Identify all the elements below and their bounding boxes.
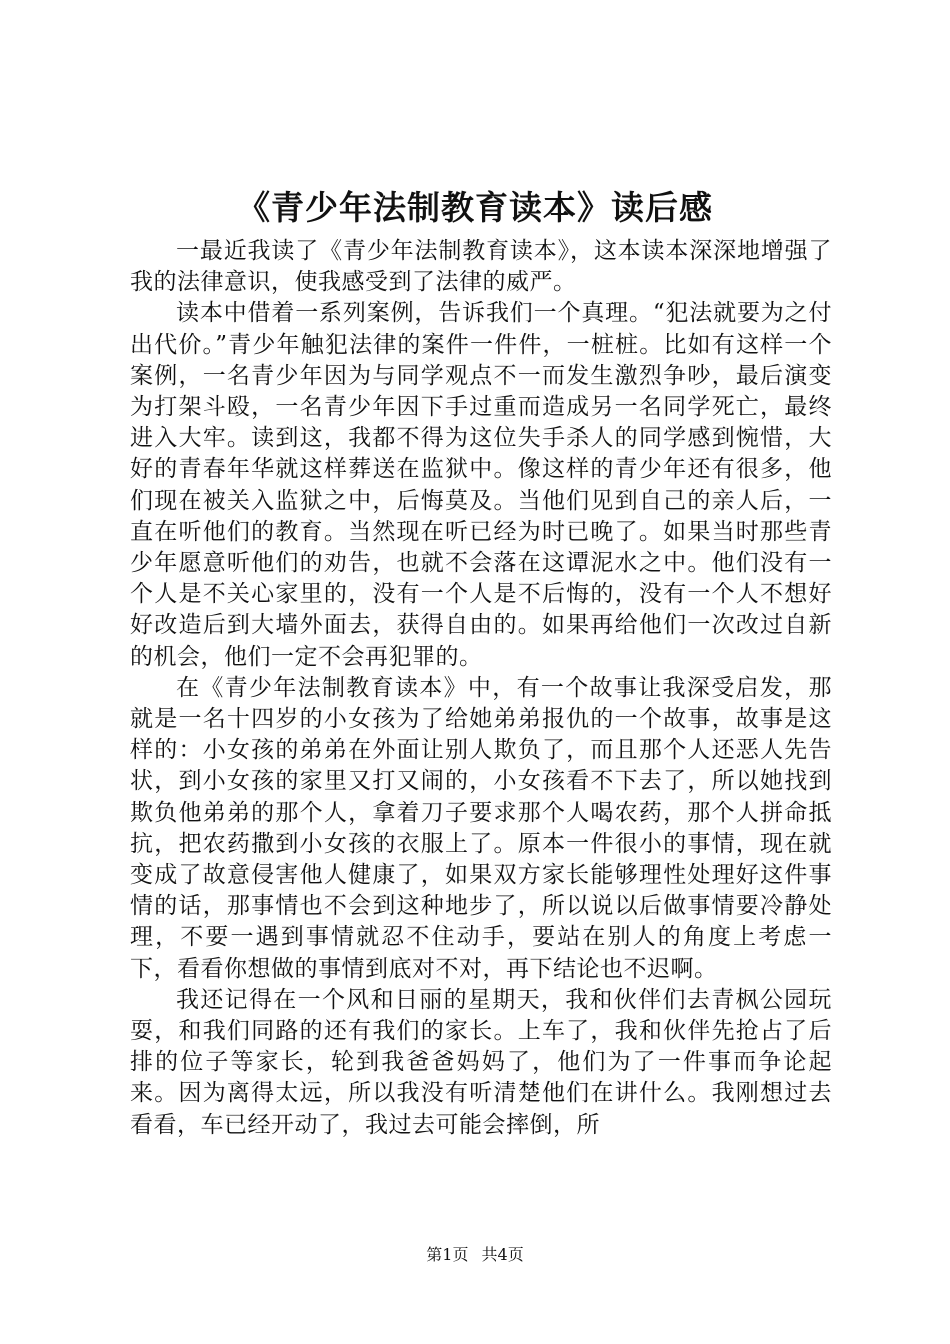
paragraph-2: 读本中借着一系列案例，告诉我们一个真理。“犯法就要为之付出代价。”青少年触犯法律的案件一件件，一桩桩。比如有这样一个案例，一名青少年因为与同学观点不一而发生激烈争吵，最后演变为打架斗殴，一名青少年因下手过重而造成另一名同学死亡，最终进入大牢。读到这，我都不得为这位失手杀人的同学感到惋惜，大好的青春年华就这样葬送在监狱中。像这样的青少年还有很多，他们现在被关入监狱之中，后悔莫及。当他们见到自己的亲人后，一直在听他们的教育。当然现在听已经为时已晚了。如果当时那些青少年愿意听他们的劝告，也就不会落在这谭泥水之中。他们没有一个人是不关心家里的，没有一个人是不后悔的，没有一个人不想好好改造后到大墙外面去，获得自由的。如果再给他们一次改过自新的机会，他们一定不会再犯罪的。 — [130, 300, 832, 670]
page-total: 共4页 — [481, 1245, 524, 1264]
paragraph-4: 我还记得在一个风和日丽的星期天，我和伙伴们去青枫公园玩耍，和我们同路的还有我们的家长。上车了，我和伙伴先抢占了后排的位子等家长，轮到我爸爸妈妈了，他们为了一件事而争论起来。因为离得太远，所以我没有听清楚他们在讲什么。我刚想过去看看，车已经开动了，我过去可能会摔倒，所 — [130, 986, 832, 1138]
document-body — [130, 236, 832, 1141]
paragraph-1: 一最近我读了《青少年法制教育读本》，这本读本深深地增强了我的法律意识，使我感受到了法律的威严。 — [130, 238, 832, 296]
page-footer — [0, 1244, 950, 1266]
paragraph-3: 在《青少年法制教育读本》中，有一个故事让我深受启发，那就是一名十四岁的小女孩为了给她弟弟报仇的一个故事，故事是这样的：小女孩的弟弟在外面让别人欺负了，而且那个人还恶人先告状，到小女孩的家里又打又闹的，小女孩看不下去了，所以她找到欺负他弟弟的那个人，拿着刀子要求那个人喝农药，那个人拼命抵抗，把农药撒到小女孩的衣服上了。原本一件很小的事情，现在就变成了故意侵害他人健康了，如果双方家长能够理性处理好这件事情的话，那事情也不会到这种地步了，所以说以后做事情要冷静处理，不要一遇到事情就忍不住动手，要站在别人的角度上考虑一下，看看你想做的事情到底对不对，再下结论也不迟啊。 — [130, 674, 832, 982]
page-number: 第1页 — [426, 1245, 469, 1264]
document-title: 《青少年法制教育读本》读后感 — [237, 188, 713, 227]
